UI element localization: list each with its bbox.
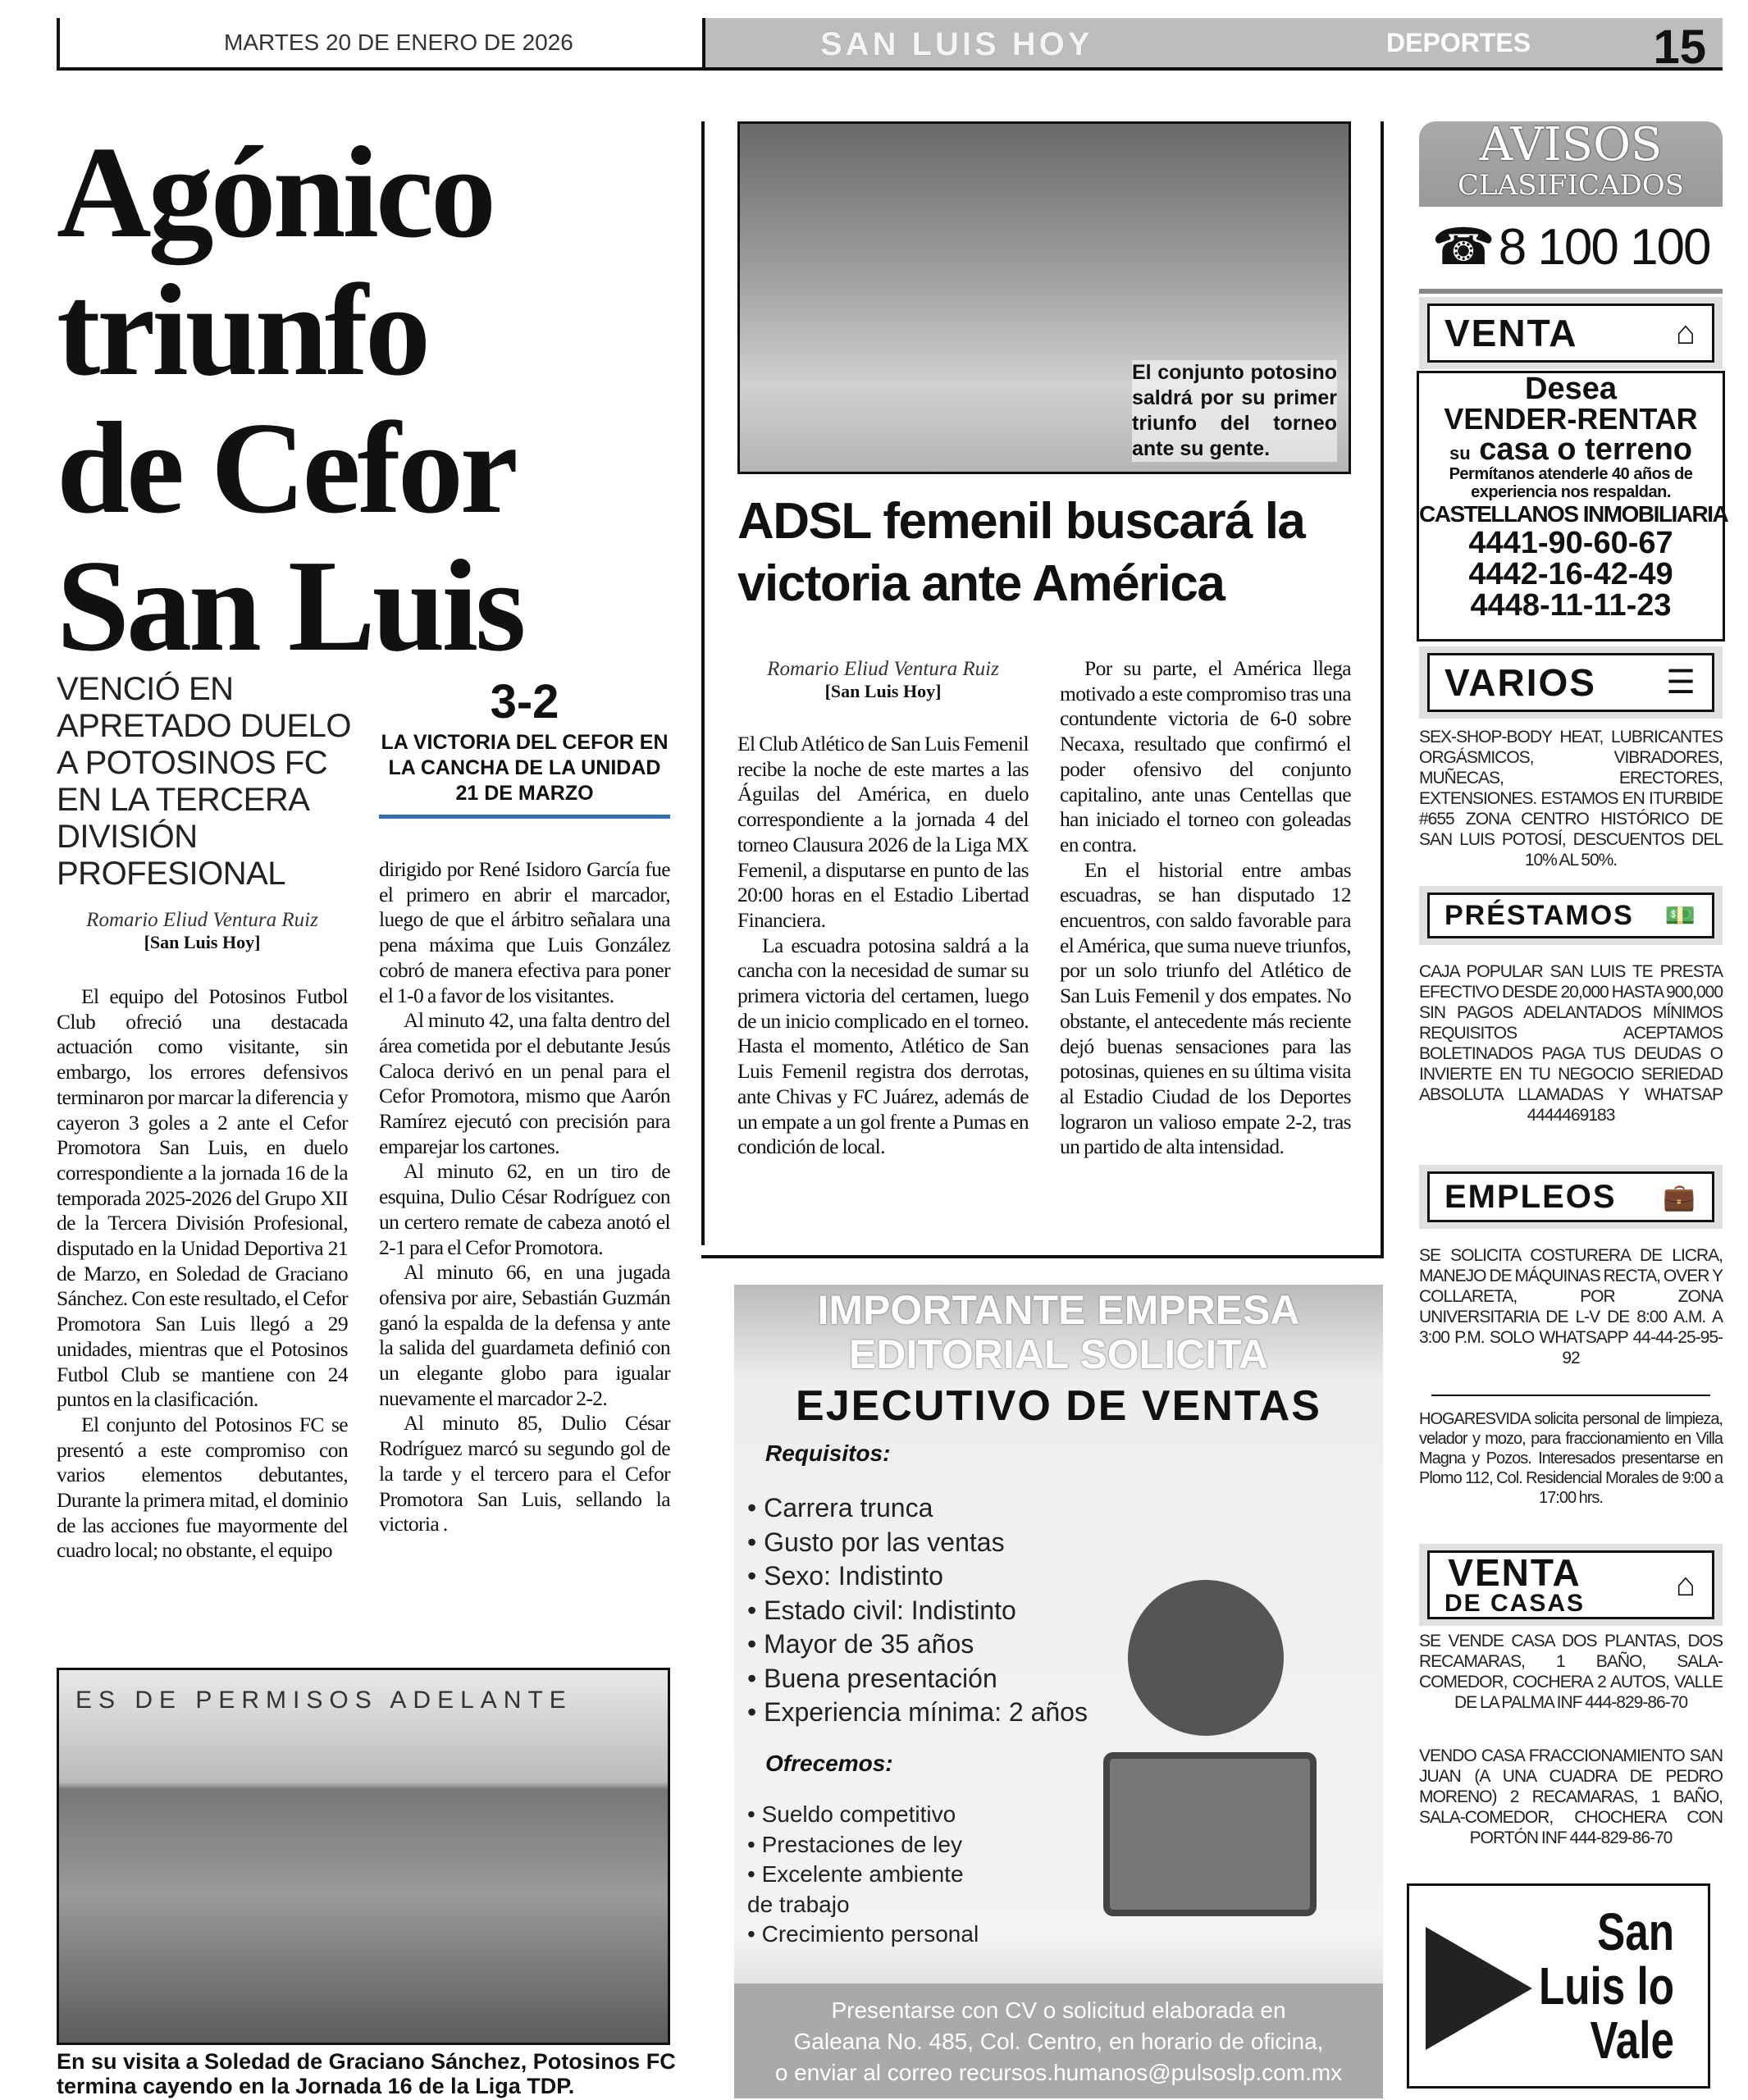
list-item: • Estado civil: Indistinto [747, 1594, 1088, 1628]
footer-line: o enviar al correo recursos.humanos@pulsoslp.com.mx [774, 2060, 1343, 2085]
paragraph: Al minuto 66, en una jugada ofensiva por aire, Sebastián Guzmán ganó la espalda de la defensa y ante la salida del guardameta definió con un elegante globo para igualar nuevamente el marcador 2-2. [379, 1260, 670, 1410]
logo-text: AVISOS [1479, 118, 1663, 171]
classified-text: SE SOLICITA COSTURERA DE LICRA, MANEJO DE MÁQUINAS RECTA, OVER Y COLLARETA, POR ZONA UNIVERSITARIA DE L-V DE 8:00 A.M. A 3:00 P.M. SOLO WHATSAPP 44-44-25-95-92 [1419, 1246, 1723, 1367]
banner-title: EMPLEOS [1444, 1178, 1617, 1215]
divider [1431, 1395, 1710, 1396]
paragraph: El conjunto del Potosinos FC se presentó a este compromiso con varios elementos debutantes, Durante la primera mitad, el dominio de las acciones fue mayormente del cuadro local; no obstante, el equipo [57, 1412, 348, 1563]
logo-text: San [1596, 1902, 1674, 1961]
list-item: • Buena presentación [747, 1662, 1088, 1696]
headline-line: San Luis [57, 532, 523, 678]
section-name: DEPORTES [1386, 28, 1531, 57]
date-text: MARTES 20 DE ENERO DE 2026 [224, 30, 573, 55]
paragraph: El Club Atlético de San Luis Femenil recibe la noche de este martes a las Águilas del América, en duelo correspondiente a la jornada 4 del torneo Clausura 2026 de la Liga MX Femenil, a disputarse en punto de las 20:00 horas en el Estadio Libertad Financiera. [737, 732, 1029, 932]
footer-line: Presentarse con CV o solicitud elaborada en [831, 1997, 1286, 2023]
author: Romario Eliud Ventura Ruiz [767, 658, 999, 680]
column-divider [1381, 121, 1384, 1258]
classified-text: CAJA POPULAR SAN LUIS TE PRESTA EFECTIVO DESDE 20,000 HASTA 900,000 SIN PAGOS ADELANTADOS MÍNIMOS REQUISITOS ACEPTAMOS BOLETINADOS PAGA TUS DEUDAS O INVIERTE EN TU NEGOCIO SERIEDAD ABSOLUTA LLAMADAS Y WHATSAP 4444469183 [1419, 962, 1723, 1125]
logo-text: CLASIFICADOS [1458, 169, 1684, 202]
ad-line: Permítanos atenderle 40 años de experiencia nos respaldan. [1449, 465, 1693, 501]
outlet: [San Luis Hoy] [824, 681, 942, 701]
ad-line: Desea [1525, 372, 1617, 406]
offers-list [747, 1800, 993, 1950]
match-photo [57, 1668, 670, 2045]
score: 3-2 [490, 675, 559, 728]
venta-banner [1419, 297, 1723, 369]
varios-banner [1419, 646, 1723, 719]
section-divider [701, 1255, 1384, 1258]
article-column-2 [1060, 656, 1351, 1160]
paragraph: Por su parte, el América llega motivado a este compromiso tras una contundente victoria de 6-0 sobre Necaxa, resultado que confirmó el poder ofensivo del conjunto capitalino, ante unas Centellas que han iniciado el torneo con goleadas en contra. [1060, 656, 1351, 856]
list-item: • Carrera trunca [747, 1491, 1088, 1526]
ad-line: VENDER-RENTAR [1444, 402, 1698, 436]
logo-text: Vale [1590, 2011, 1674, 2070]
article-column-1 [57, 984, 348, 1564]
classifieds-logo [1419, 118, 1723, 294]
newspaper-name: SAN LUIS HOY [820, 26, 1093, 62]
author: Romario Eliud Ventura Ruiz [86, 909, 318, 931]
headline-line: de Cefor [57, 395, 515, 541]
ad-footer [734, 1984, 1383, 2098]
real-estate-ad [1417, 371, 1728, 641]
score-caption: LA VICTORIA DEL CEFOR EN LA CANCHA DE LA UNIDAD 21 DE MARZO [381, 731, 669, 805]
headline-line: triunfo [57, 257, 427, 403]
banner-title: VARIOS [1444, 661, 1596, 704]
venta-casas-banner [1419, 1544, 1723, 1626]
san-luis-lo-vale-logo [1407, 1883, 1710, 2089]
ad-line: CASTELLANOS INMOBILIARIA [1419, 501, 1728, 527]
byline [57, 909, 348, 953]
storefront-icon: ☰ [1666, 664, 1697, 701]
receptionist-illustration [1005, 1531, 1366, 1949]
house-icon: ⌂ [1675, 1567, 1697, 1603]
banner-subtitle: DE CASAS [1444, 1590, 1586, 1617]
paragraph: En el historial entre ambas escuadras, se han disputado 12 encuentros, con saldo favorable para el América, que suma nueve triunfos, por un solo triunfo del Atlético de San Luis Femenil y dos empates. No obstante, el antecedente más reciente dejó buenas sensaciones para las potosinas, quienes en su última visita al Estadio Ciudad de los Deportes lograron un valioso empate 2-2, tras un partido de alta intensidad. [1060, 857, 1351, 1159]
money-icon: 💵 [1664, 902, 1697, 929]
article-column-2 [379, 857, 670, 1537]
list-item: • Mayor de 35 años [747, 1628, 1088, 1662]
score-box [379, 675, 670, 819]
banner-title: VENTA [1448, 1551, 1581, 1594]
paragraph: El equipo del Potosinos Futbol Club ofreció una destacada actuación como visitante, sin embargo, los errores defensivos terminaron por marcar la diferencia y cayeron 3 goles a 2 ante el Cefor Promotora San Luis, en duelo correspondiente a la jornada 16 de la temporada 2025-2026 del Grupo XII de la Tercera División Profesional, disputado en la Unidad Deportiva 21 de Marzo, en Soledad de Graciano Sánchez. Con este resultado, el Cefor Promotora San Luis llegó a 29 unidades, mientras que el Potosinos Futbol Club se mantiene con 24 puntos en la clasificación. [57, 984, 348, 1412]
paragraph: dirigido por René Isidoro García fue el primero en abrir el marcador, luego de que el árbitro señalara una pena máxima que Luis González cobró de manera efectiva para poner el 1-0 a favor de los visitantes. [379, 857, 670, 1007]
arrow-icon [1409, 1886, 1539, 2086]
ad-position: EJECUTIVO DE VENTAS [796, 1382, 1321, 1430]
house-icon: ⌂ [1675, 314, 1697, 351]
soccer-player-photo [737, 121, 1351, 474]
list-item: • Sueldo competitivo [747, 1800, 993, 1830]
telephone-icon: ☎ [1431, 219, 1494, 276]
list-item: • Prestaciones de ley [747, 1830, 993, 1860]
page-number: 15 [1653, 21, 1706, 74]
job-advertisement [734, 1285, 1383, 2098]
byline [737, 658, 1029, 702]
column-divider [701, 121, 705, 1245]
list-item: • Crecimiento personal [747, 1920, 993, 1950]
ad-phone: 4442-16-42-49 [1468, 557, 1673, 591]
header-bar [702, 18, 1723, 74]
requirements-label: Requisitos: [765, 1440, 891, 1466]
photo-caption: En su visita a Soledad de Graciano Sánchez, Potosinos FC termina cayendo en la Jornada 16 de la Liga TDP. [57, 2049, 676, 2098]
ad-line: casa o terreno [1479, 432, 1693, 467]
classified-text: HOGARESVIDA solicita personal de limpieza, velador y mozo, para fraccionamiento en Villa Magna y Pozos. Interesados presentarse en Plomo 112, Col. Residencial Morales de 9:00 a 17:00 hrs. [1419, 1410, 1723, 1507]
list-item: • Experiencia mínima: 2 años [747, 1696, 1088, 1730]
stadium-banner: ES DE PERMISOS ADELANTE [75, 1687, 573, 1714]
paragraph: La escuadra potosina saldrá a la cancha con la necesidad de sumar su primera victoria del certamen, luego de un inicio complicado en el torneo. Hasta el momento, Atlético de San Luis Femenil registra dos derrotas, ante Chivas y FC Juárez, además de un empate a un gol frente a Pumas en condición de local. [737, 933, 1029, 1159]
article-subhead: VENCIÓ EN APRETADO DUELO A POTOSINOS FC EN LA TERCERA DIVISIÓN PROFESIONAL [57, 671, 351, 892]
ad-title-line: IMPORTANTE EMPRESA [817, 1287, 1300, 1333]
classified-text: VENDO CASA FRACCIONAMIENTO SAN JUAN (A UNA CUADRA DE PEDRO MORENO) 2 RECAMARAS, 1 BAÑO, SALA-COMEDOR, CHOCHERA CON PORTÓN INF 444-829-86-70 [1419, 1746, 1723, 1847]
outlet: [San Luis Hoy] [144, 932, 261, 952]
classifieds-phone: 8 100 100 [1498, 219, 1710, 276]
monitor-icon [1103, 1752, 1317, 1916]
classified-text: SEX-SHOP-BODY HEAT, LUBRICANTES ORGÁSMICOS, VIBRADORES, MUÑECAS, ERECTORES, EXTENSIONES. ESTAMOS EN ITURBIDE #655 ZONA CENTRO HISTÓRICO DE SAN LUIS POTOSÍ, DESCUENTOS DEL 10% AL 50%. [1419, 728, 1723, 870]
article-headline: ADSL femenil buscará la victoria ante América [737, 493, 1305, 612]
ad-title-line: EDITORIAL SOLICITA [848, 1331, 1269, 1377]
divider [379, 815, 670, 819]
footer-line: Galeana No. 485, Col. Centro, en horario de oficina, [793, 2029, 1324, 2054]
headline-line: Agónico [57, 119, 493, 265]
briefcase-hand-icon: 💼 [1663, 1182, 1697, 1212]
list-item: • Sexo: Indistinto [747, 1559, 1088, 1594]
paragraph: Al minuto 62, en un tiro de esquina, Dulio César Rodríguez con un certero remate de cabeza anotó el 2-1 para el Cefor Promotora. [379, 1159, 670, 1259]
list-item: • Excelente ambiente de trabajo [747, 1860, 993, 1920]
article-headline [57, 119, 705, 678]
ad-phone: 4448-11-11-23 [1470, 588, 1672, 623]
banner-title: VENTA [1444, 312, 1578, 354]
classified-text: SE VENDE CASA DOS PLANTAS, DOS RECAMARAS, 1 BAÑO, SALA-COMEDOR, COCHERA 2 AUTOS, VALLE DE LA PALMA INF 444-829-86-70 [1419, 1632, 1723, 1712]
photo-caption: El conjunto potosino saldrá por su primer triunfo del torneo ante su gente. [1132, 361, 1337, 460]
prestamos-banner [1419, 886, 1723, 945]
logo-text: Luis lo [1538, 1956, 1674, 2016]
ad-line: su [1449, 443, 1471, 463]
list-item: • Gusto por las ventas [747, 1526, 1088, 1560]
ad-phone: 4441-90-60-67 [1468, 526, 1673, 560]
paragraph: Al minuto 42, una falta dentro del área cometida por el debutante Jesús Caloca derivó en un penal para el Cefor Promotora, mismo que Aarón Ramírez ejecutó con precisión para emparejar los cartones. [379, 1008, 670, 1158]
person-head-icon [1128, 1580, 1284, 1736]
article-column-1 [737, 732, 1029, 1160]
empleos-banner [1419, 1165, 1723, 1229]
ad-title [734, 1285, 1383, 1376]
paragraph: Al minuto 85, Dulio César Rodríguez marcó su segundo gol de la tarde y el tercero para el Cefor Promotora San Luis, sellando la victoria . [379, 1411, 670, 1536]
banner-title: PRÉSTAMOS [1444, 899, 1634, 931]
offers-label: Ofrecemos: [765, 1751, 893, 1776]
issue-date [57, 18, 702, 71]
